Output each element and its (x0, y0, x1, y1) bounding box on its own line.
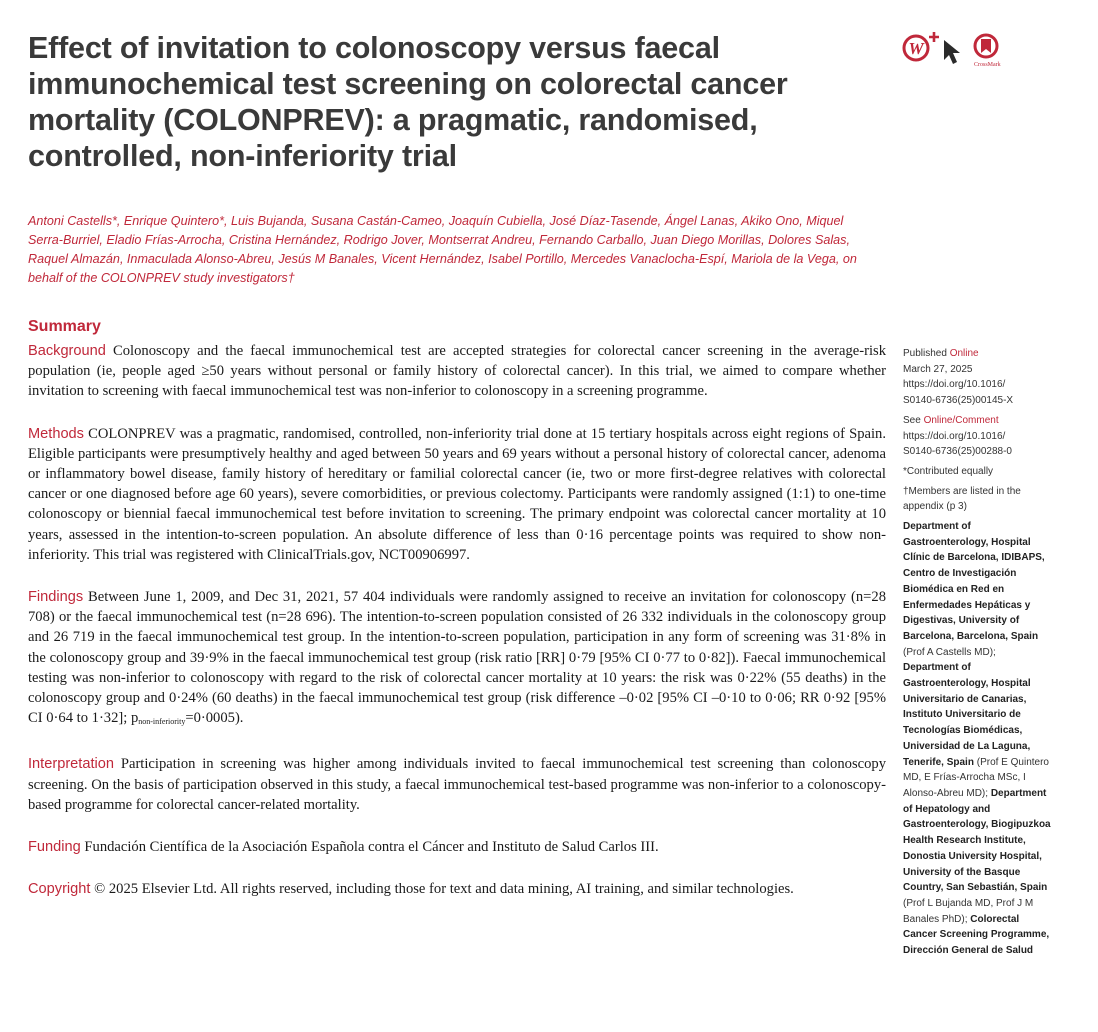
affiliation-4: Colorectal Cancer Screening Programme, Dirección General de Salud (903, 913, 1050, 957)
background-text: Colonoscopy and the faecal immunochemical test are accepted strategies for colorectal cancer screening in the average-risk population (ie, people aged ≥50 years without personal or family history of colorectal cancer). In this trial, we aimed to compare whether invitation to screening with faecal immunochemical test was non-inferior to colonoscopy in a screening programme. (28, 343, 886, 400)
affiliation-1-people: (Prof A Castells MD); (903, 646, 996, 658)
copyright-text: © 2025 Elsevier Ltd. All rights reserved, including those for text and data mining, AI training, and similar technologies. (94, 881, 794, 898)
affiliation-2: Department of Gastroenterology, Hospital Universitario de Canarias, Instituto Universitario de Tecnologías Biomédicas, Universidad de La Laguna, Tenerife, Spain (903, 662, 1031, 768)
findings-paragraph (28, 587, 886, 732)
interpretation-text: Participation in screening was higher among individuals invited to faecal immunochemical test screening than colonoscopy screening. On the basis of participation observed in this study, a faecal immunochemical test-based programme was non-inferior to a colonoscopy-based programme for colorectal cancer-related mortality. (28, 756, 886, 813)
methods-paragraph (28, 424, 886, 565)
findings-text: Between June 1, 2009, and Dec 31, 2021, 57 404 individuals were randomly assigned to receive an invitation for colonoscopy (n=28 708) or the faecal immunochemical test (n=28 696). The intention-to-screen population consisted of 26 332 individuals in the colonoscopy group and 26 719 in the faecal immunochemical test group. In the intention-to-screen population, participation in any form of screening was 31·8% in the colonoscopy group and 39·9% in the faecal immunochemical test group (risk ratio [RR] 0·79 [95% CI 0·77 to 0·82]). Faecal immunochemical testing was non-inferior to colonoscopy with regard to the risk of colorectal cancer mortality at 10 years: the risk was 0·22% (55 deaths) in the colonoscopy group and 0·24% (60 deaths) in the faecal immunochemical test group (risk difference –0·02 [95% CI –0·10 to 0·06; RR 0·92 [95% CI 0·64 to 1·32]; p (28, 589, 886, 727)
interpretation-label: Interpretation (28, 756, 114, 773)
published-block (903, 346, 1053, 409)
crossmark-label: CrossMark (974, 62, 1001, 68)
see-prefix: See (903, 414, 921, 426)
members-note: †Members are listed in the appendix (p 3) (903, 485, 1021, 513)
crossmark-icon[interactable] (975, 35, 997, 57)
affiliations (903, 519, 1053, 959)
author-list: Antoni Castells*, Enrique Quintero*, Luis Bujanda, Susana Castán-Cameo, Joaquín Cubiella, José Díaz-Tasende, Ángel Lanas, Akiko Ono, Miquel Serra-Burriel, Eladio Frías-Arrocha, Cristina Hernández, Rodrigo Jover, Montserrat Andreu, Fernando Carballo, Juan Diego Morillas, Dolores Salas, Raquel Almazán, Inmaculada Alonso-Abreu, Jesús M Banales, Vicent Hernández, Isabel Portillo, Mercedes Vanaclocha-Espí, Mariola de la Vega, on behalf of the COLONPREV study investigators† (28, 214, 857, 285)
doi-link-article-part1[interactable]: https://doi.org/10.1016/ (903, 379, 1006, 391)
summary-body (28, 341, 886, 921)
article-title: Effect of invitation to colonoscopy versus faecal immunochemical test screening on colorectal cancer mortality (COLONPREV): a pragmatic, randomised, controlled, non-inferiority trial (28, 31, 788, 173)
affiliation-3: Department of Hepatology and Gastroenterology, Biogipuzkoa Health Research Institute, Donostia University Hospital, University of the Basque Country, San Sebastián, Spain (903, 787, 1051, 894)
doi-link-comment[interactable] (903, 431, 1012, 458)
summary-heading: Summary (28, 318, 101, 335)
doi-link-comment-part2[interactable]: S0140-6736(25)00288-0 (903, 446, 1012, 458)
online-comment-link[interactable]: Online/Comment (923, 414, 999, 426)
doi-link-article-part2[interactable]: S0140-6736(25)00145-X (903, 395, 1014, 407)
cursor-arrow-icon (944, 40, 960, 64)
published-online-link[interactable]: Online (949, 348, 979, 359)
badge-graphics (900, 26, 1020, 86)
svg-text:W: W (908, 39, 924, 58)
published-prefix: Published (903, 348, 947, 359)
affiliation-3-people: (Prof L Bujanda MD, Prof J M Banales PhD); (903, 897, 1034, 925)
interpretation-paragraph (28, 754, 886, 815)
affiliation-1: Department of Gastroenterology, Hospital Clínic de Barcelona, IDIBAPS, Centro de Investigación Biomédica en Red en Enfermedades Hepáticas y Digestivas, University of Barcelona, Barcelona, Spain (903, 521, 1045, 642)
article-sidebar (903, 346, 1053, 963)
see-comment-block (903, 413, 1053, 460)
published-date: March 27, 2025 (903, 363, 973, 375)
methods-label: Methods (28, 425, 84, 442)
lancet-online-icon[interactable] (904, 32, 939, 60)
funding-text: Fundación Científica de la Asociación Española contra el Cáncer and Instituto de Salud Carlos III. (84, 839, 659, 856)
background-label: Background (28, 343, 106, 359)
findings-label: Findings (28, 589, 84, 606)
copyright-paragraph (28, 879, 886, 899)
doi-link-comment-part1[interactable]: https://doi.org/10.1016/ (903, 430, 1006, 442)
affiliation-2-people: (Prof E Quintero MD, E Frías-Arrocha MSc, I Alonso-Abreu MD); (903, 756, 1049, 799)
doi-link-article[interactable] (903, 379, 1013, 406)
findings-p-subscript: non-inferiority (138, 717, 186, 727)
contributed-note: *Contributed equally (903, 465, 994, 477)
methods-text: COLONPREV was a pragmatic, randomised, controlled, non-inferiority trial done at 15 tertiary hospitals across eight regions of Spain. Eligible participants were presumptively healthy and aged between 50 years and 69 years without a personal history of colorectal cancer, adenoma or inflammatory bowel disease, family history of hereditary or familial colorectal cancer (ie, two or more first-degree relatives with colorectal cancer or one diagnosed before age 60 years), severe comorbidities, or previous colectomy. Participants were randomly assigned (1:1) to one-time colonoscopy or biennial faecal immunochemical test before invitation to screening. The primary endpoint was colorectal cancer mortality at 10 years, assessed in the intention-to-screen population. An absolute difference of less than 0·16 percentage points was required to show non-inferiority. This trial was registered with ClinicalTrials.gov, NCT00906997. (28, 425, 886, 563)
findings-tail: =0·0005). (185, 710, 244, 727)
funding-label: Funding (28, 839, 81, 856)
article-badges (900, 26, 1020, 86)
copyright-label: Copyright (28, 881, 91, 898)
funding-paragraph (28, 837, 886, 857)
background-paragraph (28, 341, 886, 402)
